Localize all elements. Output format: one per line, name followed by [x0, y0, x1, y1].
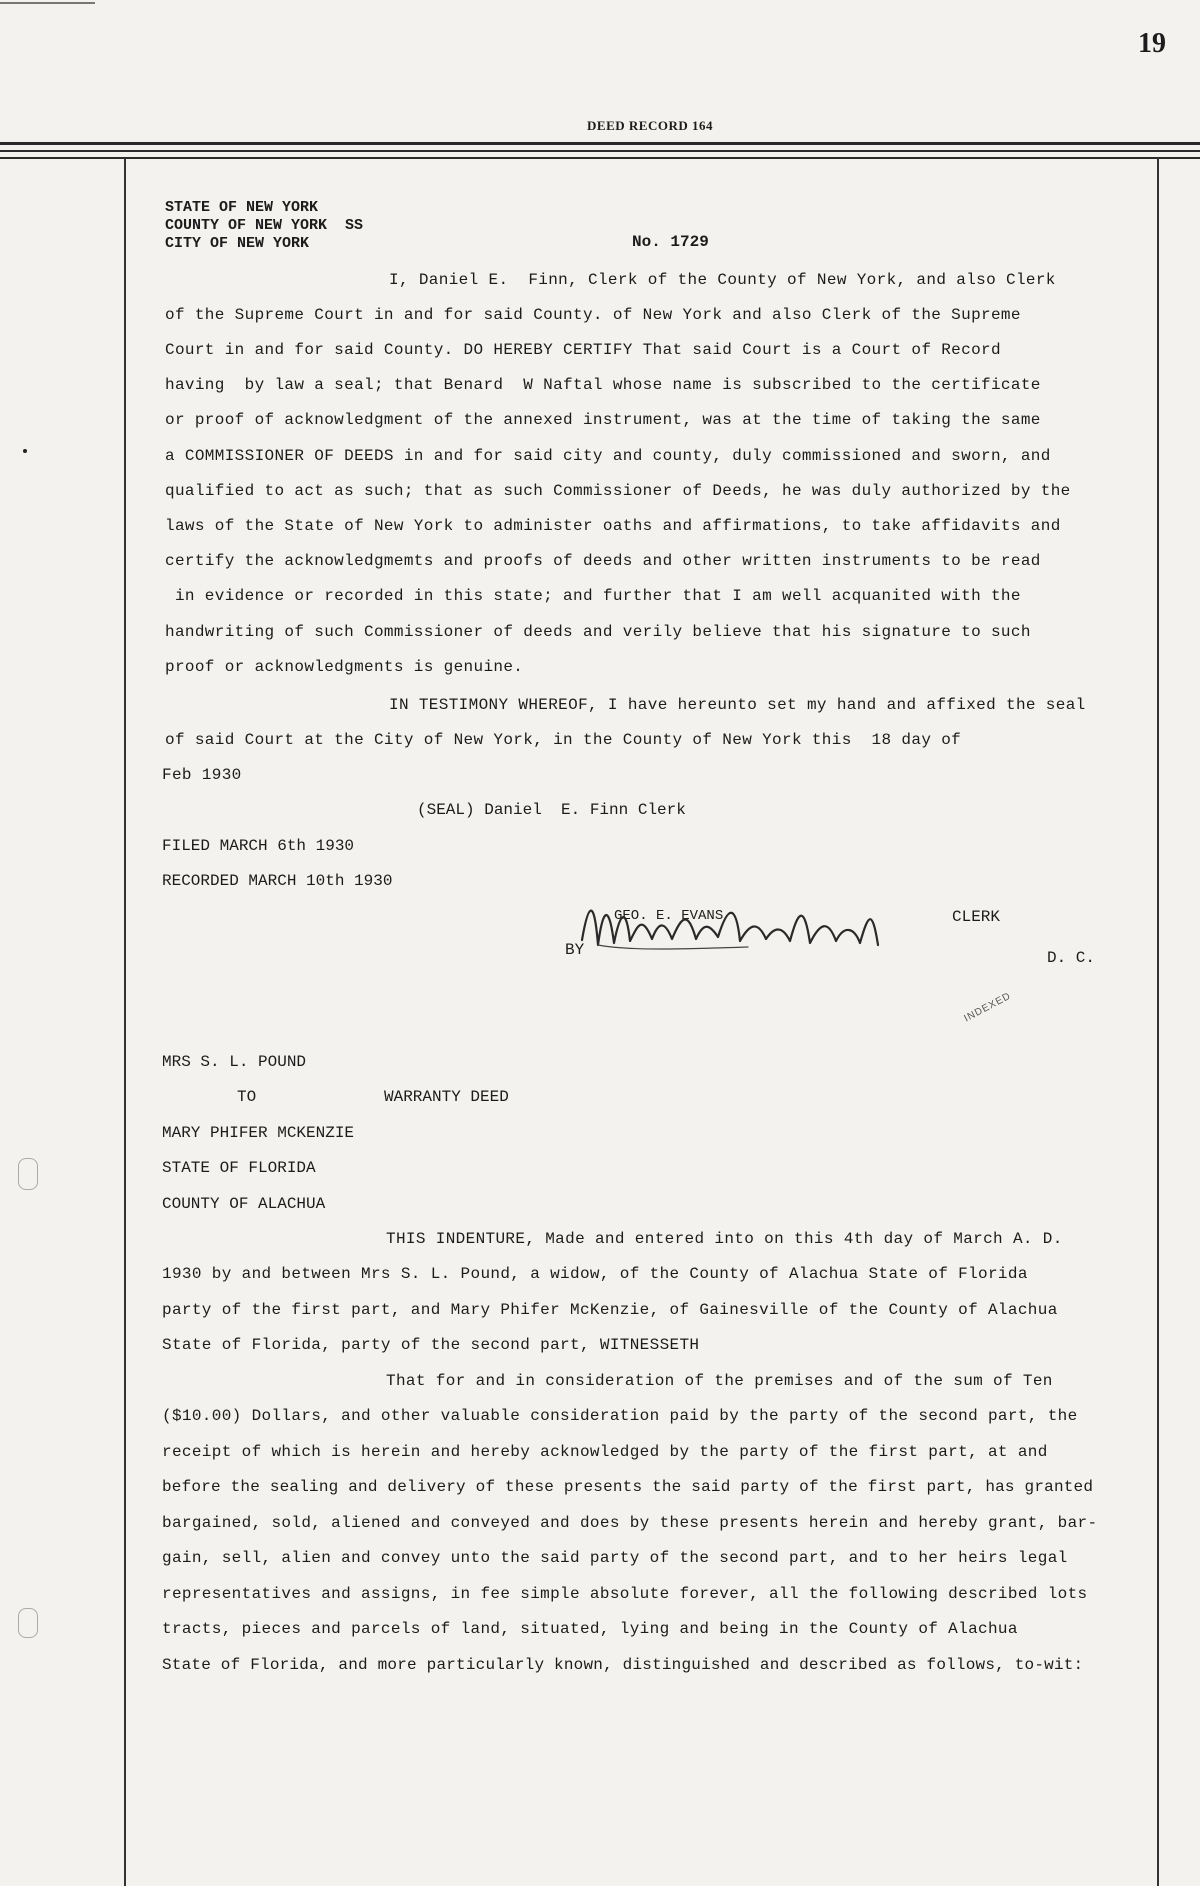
- consideration-line: representatives and assigns, in fee simple absolute forever, all the following described lots: [162, 1585, 1088, 1603]
- indenture-line: 1930 by and between Mrs S. L. Pound, a widow, of the County of Alachua State of Florida: [162, 1265, 1028, 1283]
- consideration-line: receipt of which is herein and hereby acknowledged by the party of the first part, at and: [162, 1443, 1048, 1461]
- right-margin-rule: [1157, 158, 1159, 1886]
- testimony-line: IN TESTIMONY WHEREOF, I have hereunto set my hand and affixed the seal: [389, 696, 1086, 714]
- consideration-line: before the sealing and delivery of these presents the said party of the first part, has granted: [162, 1478, 1094, 1496]
- by-label: BY: [565, 941, 585, 959]
- deed-county: COUNTY OF ALACHUA: [162, 1195, 326, 1213]
- clerk-title: CLERK: [952, 908, 1001, 926]
- certificate-line: handwriting of such Commissioner of deeds and verily believe that his signature to such: [165, 623, 1031, 641]
- filed-date: FILED MARCH 6th 1930: [162, 837, 355, 855]
- certificate-line: qualified to act as such; that as such Commissioner of Deeds, he was duly authorized by the: [165, 482, 1071, 500]
- consideration-line: gain, sell, alien and convey unto the said party of the second part, and to her heirs legal: [162, 1549, 1068, 1567]
- binder-hole-1: [18, 1158, 38, 1190]
- certificate-line: having by law a seal; that Benard W Naftal whose name is subscribed to the certificate: [165, 376, 1041, 394]
- consideration-line: That for and in consideration of the premises and of the sum of Ten: [386, 1372, 1053, 1390]
- binder-hole-2: [18, 1608, 38, 1638]
- grantor-name: MRS S. L. POUND: [162, 1053, 307, 1071]
- certificate-line: Court in and for said County. DO HEREBY CERTIFY That said Court is a Court of Record: [165, 341, 1001, 359]
- certificate-number: No. 1729: [632, 233, 709, 251]
- venue-line-city: CITY OF NEW YORK: [165, 235, 310, 252]
- top-edge-rule: [0, 2, 95, 4]
- indexed-stamp: INDEXED: [962, 990, 1014, 1025]
- consideration-line: State of Florida, and more particularly known, distinguished and described as follows, to-wit:: [162, 1656, 1084, 1674]
- header-rule-bottom: [0, 157, 1200, 159]
- record-title: DEED RECORD 164: [587, 118, 713, 133]
- certificate-line: certify the acknowledgmemts and proofs of deeds and other written instruments to be read: [165, 552, 1041, 570]
- testimony-date: Feb 1930: [162, 766, 242, 784]
- consideration-line: bargained, sold, aliened and conveyed and does by these presents herein and hereby grant, bar-: [162, 1514, 1098, 1532]
- deed-state: STATE OF FLORIDA: [162, 1159, 316, 1177]
- recorded-date: RECORDED MARCH 10th 1930: [162, 872, 393, 890]
- venue-line-state: STATE OF NEW YORK: [165, 199, 319, 216]
- deputy-clerk-label: D. C.: [1047, 949, 1096, 967]
- consideration-line: tracts, pieces and parcels of land, situated, lying and being in the County of Alachua: [162, 1620, 1018, 1638]
- certificate-line: or proof of acknowledgment of the annexed instrument, was at the time of taking the same: [165, 411, 1041, 429]
- speck-mark: [23, 449, 27, 453]
- header-rule-top: [0, 142, 1200, 145]
- certificate-line: a COMMISSIONER OF DEEDS in and for said city and county, duly commissioned and sworn, and: [165, 447, 1051, 465]
- header-rule-middle: [0, 150, 1200, 152]
- certificate-line: laws of the State of New York to administer oaths and affirmations, to take affidavits and: [165, 517, 1061, 535]
- consideration-line: ($10.00) Dollars, and other valuable consideration paid by the party of the second part, the: [162, 1407, 1078, 1425]
- certificate-line: I, Daniel E. Finn, Clerk of the County of New York, and also Clerk: [389, 271, 1056, 289]
- clerk-name: GEO. E. EVANS: [614, 908, 724, 924]
- indenture-line: THIS INDENTURE, Made and entered into on this 4th day of March A. D.: [386, 1230, 1063, 1248]
- to-label: TO: [237, 1088, 257, 1106]
- venue-line-county: COUNTY OF NEW YORK SS: [165, 217, 364, 234]
- handwritten-signature: [568, 885, 928, 965]
- seal-signature: (SEAL) Daniel E. Finn Clerk: [417, 801, 686, 819]
- testimony-line: of said Court at the City of New York, in the County of New York this 18 day of: [165, 731, 962, 749]
- indenture-line: party of the first part, and Mary Phifer McKenzie, of Gainesville of the County of Alachua: [162, 1301, 1058, 1319]
- certificate-line: proof or acknowledgments is genuine.: [165, 658, 524, 676]
- grantee-name: MARY PHIFER MCKENZIE: [162, 1124, 355, 1142]
- page-number: 19: [1138, 28, 1166, 59]
- deed-type: WARRANTY DEED: [384, 1088, 509, 1106]
- indenture-line: State of Florida, party of the second part, WITNESSETH: [162, 1336, 700, 1354]
- certificate-line: in evidence or recorded in this state; and further that I am well acquanited with the: [165, 587, 1021, 605]
- certificate-line: of the Supreme Court in and for said County. of New York and also Clerk of the Supreme: [165, 306, 1021, 324]
- left-margin-rule: [124, 158, 126, 1886]
